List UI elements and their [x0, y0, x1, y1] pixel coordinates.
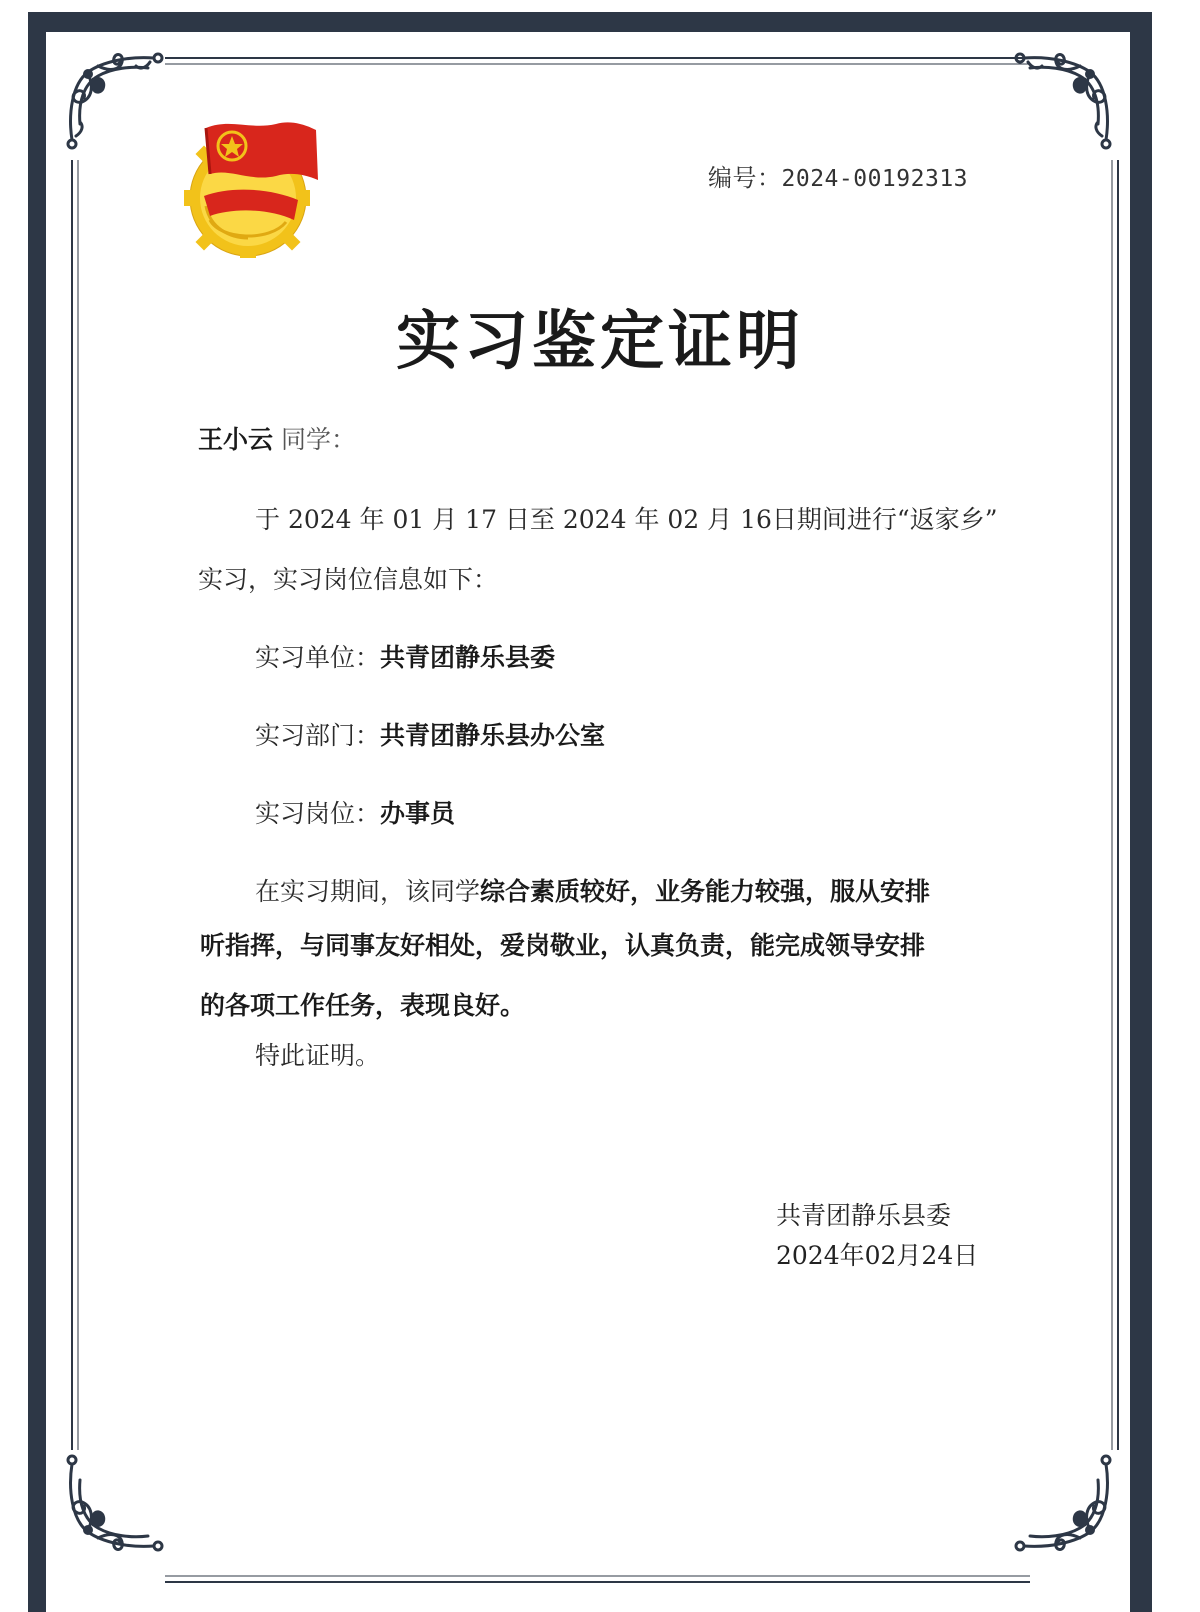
serial-number — [708, 158, 968, 193]
evaluation-line-2: 听指挥，与同事友好相处，爱岗敬业，认真负责，能完成领导安排 — [200, 931, 926, 960]
corner-ornament-icon — [1010, 1450, 1120, 1560]
serial-value: 2024-00192313 — [781, 166, 969, 192]
document-title: 实习鉴定证明 — [396, 304, 804, 379]
unit-label: 实习单位： — [255, 643, 381, 672]
corner-ornament-icon — [58, 1450, 168, 1560]
post-value: 办事员 — [380, 799, 456, 828]
corner-ornament-icon — [58, 44, 168, 154]
issue-date: 2024年02月24日 — [776, 1241, 979, 1270]
dept-label: 实习部门： — [255, 721, 381, 750]
closing-statement: 特此证明。 — [255, 1041, 381, 1070]
intro-paragraph-line-2: 实习，实习岗位信息如下： — [198, 565, 499, 594]
youth-league-emblem-icon — [180, 110, 330, 260]
post-label: 实习岗位： — [255, 799, 381, 828]
evaluation-text-1: 综合素质较好，业务能力较强，服从安排 — [480, 877, 931, 906]
internship-department — [255, 716, 605, 752]
internship-unit — [255, 638, 555, 674]
evaluation-line-1 — [255, 872, 930, 908]
dept-value: 共青团静乐县办公室 — [380, 721, 606, 750]
recipient-name: 王小云 — [198, 425, 274, 454]
serial-label: 编号： — [708, 164, 782, 192]
recipient-line — [198, 420, 356, 456]
evaluation-line-3: 的各项工作任务，表现良好。 — [200, 991, 526, 1020]
internship-post — [255, 794, 455, 830]
intro-paragraph-line-1: 于 2024 年 01 月 17 日至 2024 年 02 月 16日期间进行“返家乡” — [255, 505, 998, 534]
corner-ornament-icon — [1010, 44, 1120, 154]
evaluation-prefix: 在实习期间，该同学 — [255, 877, 481, 906]
recipient-suffix: 同学： — [280, 425, 356, 454]
issuer-name: 共青团静乐县委 — [776, 1201, 952, 1230]
unit-value: 共青团静乐县委 — [380, 643, 556, 672]
